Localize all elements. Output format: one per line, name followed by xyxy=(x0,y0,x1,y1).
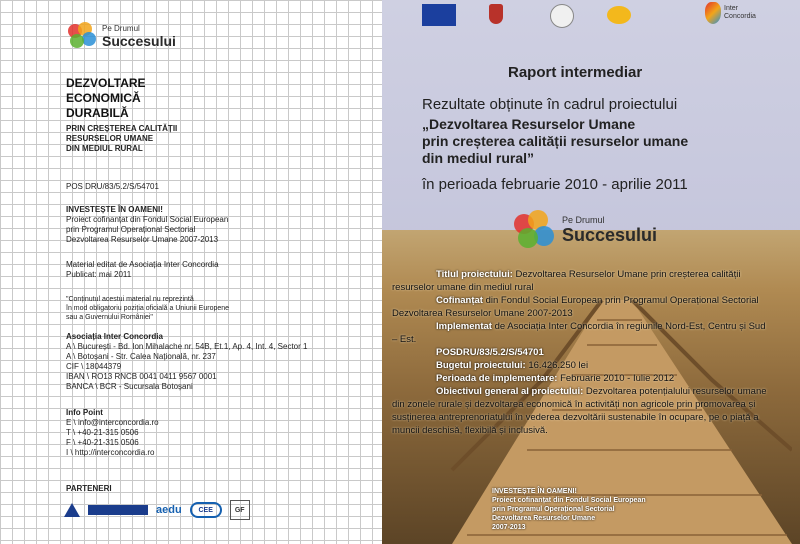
detail-text: Dezvoltarea Resurselor Umane prin creșterea calității resurselor umane din mediul rural xyxy=(392,269,741,293)
investeste-line: prin Programul Operațional Sectorial xyxy=(66,225,196,234)
detail-label: Implementat xyxy=(436,321,492,332)
cover-investeste-line: prin Programul Operațional Sectorial xyxy=(492,506,615,513)
website-line[interactable]: I \ http://interconcordia.ro xyxy=(66,448,155,457)
detail-text: 16.426.250 lei xyxy=(525,360,589,371)
subtitle-line: RESURSELOR UMANE xyxy=(66,134,154,143)
back-cover-page xyxy=(0,0,382,544)
detail-label: Titlul proiectului: xyxy=(436,269,513,280)
partner-triangle-icon xyxy=(64,503,80,517)
detail-label: Bugetul proiectului: xyxy=(436,360,526,371)
cover-investeste-line: 2007-2013 xyxy=(492,524,526,531)
email-line[interactable]: E \ info@interconcordia.ro xyxy=(66,418,159,427)
detail-text: Februarie 2010 - Iulie 2012 xyxy=(557,373,675,384)
inter-concordia-text: Inter Concordia xyxy=(724,5,756,20)
association-heading: Asociația Inter Concordia xyxy=(66,332,163,341)
logo-small-text: Pe Drumul xyxy=(562,214,605,225)
fse-logo xyxy=(550,4,574,28)
report-intro: Rezultate obținute în cadrul proiectului xyxy=(422,96,678,113)
pe-drumul-succesului-logo-front xyxy=(512,208,657,252)
pe-drumul-succesului-logo xyxy=(66,20,176,52)
inter-concordia-logo xyxy=(705,2,764,24)
address-line: A \ Botoșani - Str. Calea Națională, nr. 237 xyxy=(66,352,216,361)
material-line: Publicat: mai 2011 xyxy=(66,270,132,279)
eu-flag-logo xyxy=(422,4,456,26)
logo-big-text: Succesului xyxy=(562,224,658,245)
cover-investeste-line: Proiect cofinanțat din Fondul Social European xyxy=(492,497,646,504)
inter-concordia-icon xyxy=(705,2,721,24)
material-info xyxy=(66,260,219,280)
logo-small-text: Pe Drumul xyxy=(102,23,140,33)
subtitle-line: PRIN CREȘTEREA CALITĂȚII xyxy=(66,124,178,133)
info-heading: Info Point xyxy=(66,408,103,417)
disclaimer xyxy=(66,295,229,322)
fax-line: F \ +40-21-315 0506 xyxy=(66,438,139,447)
title-line: DEZVOLTARE xyxy=(66,76,146,90)
detail-label: Perioada de implementare: xyxy=(436,373,558,384)
project-name-line: din mediul rural” xyxy=(422,150,535,166)
title-line: ECONOMICĂ xyxy=(66,91,141,105)
material-line: Material editat de Asociația Inter Concordia xyxy=(66,260,219,269)
partners-logos xyxy=(64,500,250,520)
investeste-block xyxy=(66,205,228,245)
cif-line: CIF \ 18044379 xyxy=(66,362,122,371)
detail-obiectiv xyxy=(392,385,772,437)
gov-coat-logo xyxy=(489,4,503,24)
cover-investeste-line: INVESTEȘTE ÎN OAMENI! xyxy=(492,488,577,495)
investeste-heading: INVESTEȘTE ÎN OAMENI! xyxy=(66,205,163,214)
detail-label: Cofinanțat xyxy=(436,295,483,306)
partner-aedu-logo: aedu xyxy=(156,504,182,516)
subtitle xyxy=(66,124,177,154)
subtitle-line: DIN MEDIUL RURAL xyxy=(66,144,143,153)
logo-big-text: Succesului xyxy=(102,32,176,49)
detail-buget xyxy=(392,359,772,372)
cover-investeste-block xyxy=(492,487,646,532)
detail-cofinantat xyxy=(392,294,772,320)
project-details xyxy=(392,268,772,437)
investeste-line: Dezvoltarea Resurselor Umane 2007-2013 xyxy=(66,235,219,244)
report-period: în perioada februarie 2010 - aprilie 2011 xyxy=(422,176,688,193)
logo-circles-icon xyxy=(512,208,556,252)
investeste-line: Proiect cofinanțat din Fondul Social European xyxy=(66,215,229,224)
posdru-logo xyxy=(607,6,631,24)
detail-implementat xyxy=(392,320,772,346)
address-line: A \ București - Bd. Ion Mihalache nr. 54B, Et.1, Ap. 4, Int. 4, Sector 1 xyxy=(66,342,308,351)
logo-circles-icon xyxy=(66,20,98,52)
detail-text: din Fondul Social European prin Programul Operațional Sectorial Dezvoltarea Resurselor Umane 2007-2013 xyxy=(392,295,759,319)
detail-text: de Asociația Inter Concordia în regiunile Nord-Est, Centru și Sud – Est. xyxy=(392,321,766,345)
project-name-line: „Dezvoltarea Resurselor Umane xyxy=(422,116,636,132)
detail-title xyxy=(392,268,772,294)
info-point xyxy=(66,408,159,458)
detail-perioada xyxy=(392,372,772,385)
detail-text: Dezvoltarea potențialului resurselor umane din zonele rurale și dezvoltarea economică în activități non agricole prin promovarea și susținerea antreprenoriatului în vederea dezvoltării sustenabile în ocupare, pe o piață a muncii deschisă, flexibilă și inclusivă. xyxy=(392,386,767,436)
bank-line: BANCA \ BCR - Sucursala Botoșani xyxy=(66,382,193,391)
cover-investeste-line: Dezvoltarea Resurselor Umane xyxy=(492,515,596,522)
project-name xyxy=(422,116,688,167)
phone-line: T \ +40-21-315 0506 xyxy=(66,428,139,437)
disclaimer-line: în mod obligatoriu poziția oficială a Uniunii Europene xyxy=(66,305,230,312)
disclaimer-line: "Conținutul acestui material nu reprezintă xyxy=(66,296,194,303)
iban-line: IBAN \ RO13 RNCB 0041 0411 9567 0001 xyxy=(66,372,217,381)
detail-label: Obiectivul general al proiectului: xyxy=(436,386,584,397)
partner-gf-logo: GF xyxy=(230,500,250,520)
disclaimer-line: sau a Guvernului României" xyxy=(66,314,153,321)
project-name-line: prin creșterea calității resurselor umane xyxy=(422,133,689,149)
report-title: Raport intermediar xyxy=(508,64,643,81)
pos-code: POS DRU/83/5.2/S/54701 xyxy=(66,182,159,191)
title-line: DURABILĂ xyxy=(66,106,129,120)
main-title xyxy=(66,76,146,121)
partners-heading: PARTENERI xyxy=(66,484,112,493)
partner-banner-logo xyxy=(88,505,148,515)
association-contact xyxy=(66,332,307,392)
partner-cee-logo: CEE xyxy=(190,502,222,518)
detail-posdru xyxy=(392,346,772,359)
detail-label: POSDRU/83/5.2/S/54701 xyxy=(436,347,544,358)
